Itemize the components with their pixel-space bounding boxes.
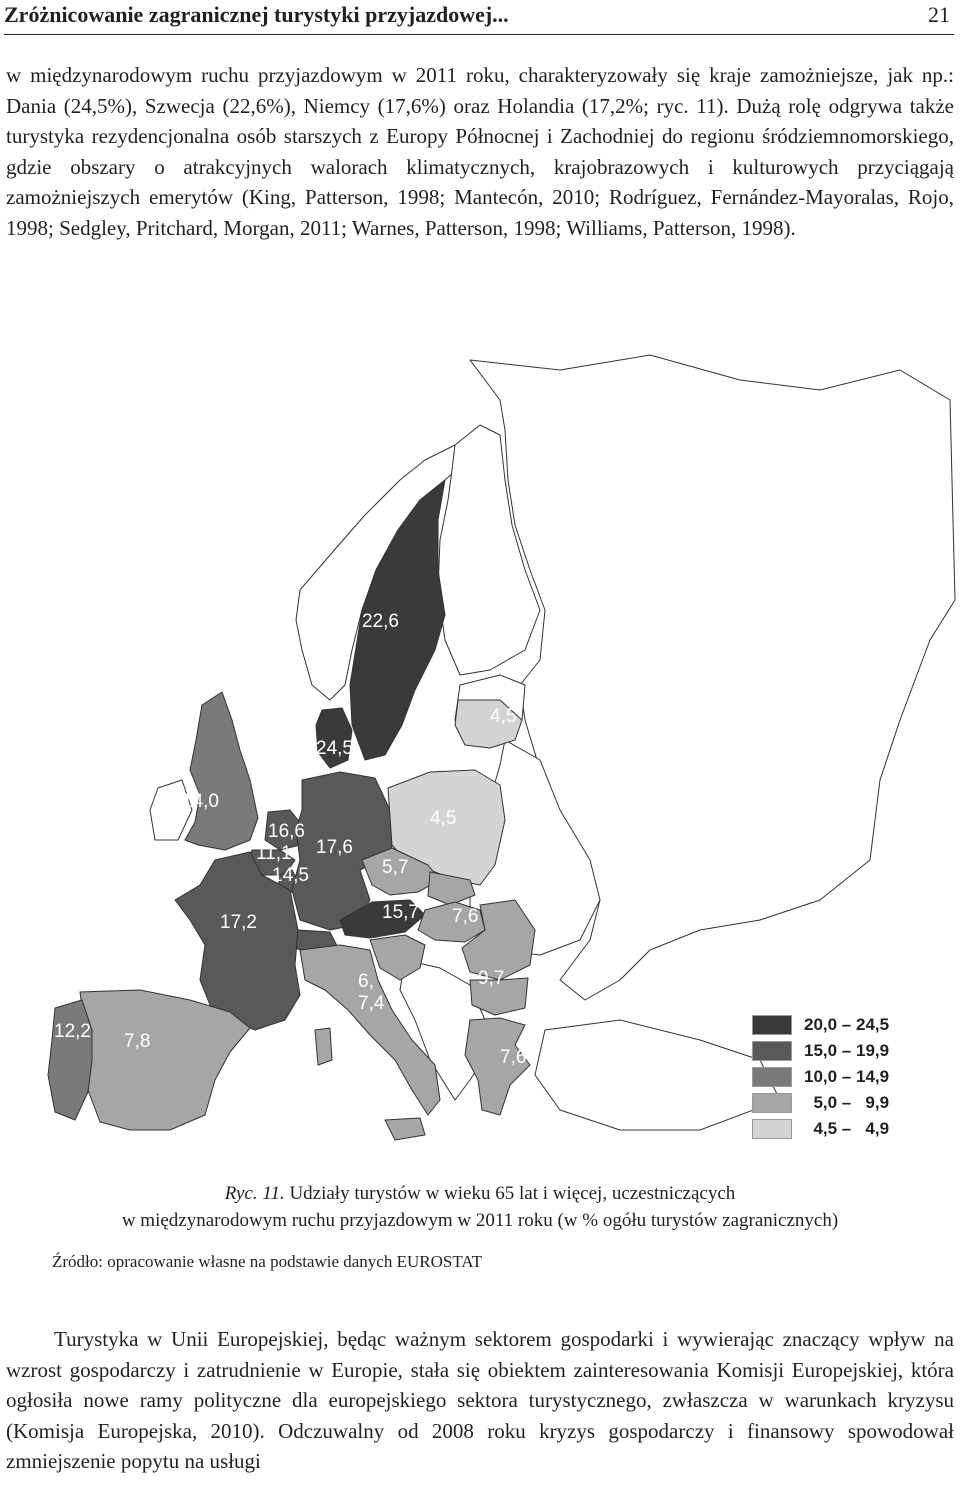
value-label-austria: 15,7	[382, 902, 419, 923]
legend-item	[752, 1090, 952, 1116]
legend-swatch	[752, 1119, 792, 1139]
figure-caption	[0, 1180, 960, 1234]
value-label-luxembourg: 14,5	[272, 865, 309, 886]
legend-swatch	[752, 1067, 792, 1087]
legend-range: 15,0 – 19,9	[804, 1041, 890, 1060]
region-uk	[185, 692, 258, 850]
legend-swatch	[752, 1093, 792, 1113]
legend-swatch	[752, 1015, 792, 1035]
paragraph-top: w międzynarodowym ruchu przyjazdowym w 2011 roku, charakteryzowały się kraje zamożniejsze, jak np.: Dania (24,5%), Szwecja (22,6%), Niemcy (17,6%) oraz Holandia (17,2%; ryc. 11). Dużą rolę odgrywa także turystyka rezydencjonalna osób starszych z Europy Północnej i Zachodniej do regionu śródziemnomorskiego, gdzie obszary o atrakcyjnych walorach klimatycznych, krajobrazowych i kulturowych przyciągają zamożniejszych emerytów (King, Patterson, 1998; Mantecón, 2010; Rodríguez, Fernández-Mayoralas, Rojo, 1998; Sedgley, Pritchard, Morgan, 2011; Warnes, Patterson, 1998; Williams, Patterson, 1998).	[6, 63, 954, 240]
region-turkey	[535, 1020, 780, 1130]
value-label-germany: 17,6	[316, 837, 353, 858]
page-header	[4, 0, 954, 35]
value-label-bulgaria: 9,7	[478, 968, 505, 989]
value-label-slovenia: 6,	[358, 971, 374, 992]
caption-text-2: w międzynarodowym ruchu przyjazdowym w 2011 roku (w % ogółu turystów zagranicznych)	[121, 1210, 839, 1231]
value-label-lithuania: 4,5	[490, 706, 517, 727]
legend-item	[752, 1038, 952, 1064]
legend-range: 4,5 – 4,9	[804, 1119, 890, 1138]
value-label-portugal: 12,2	[54, 1021, 91, 1042]
region-sardinia	[315, 1028, 332, 1065]
value-label-sweden: 22,6	[362, 611, 399, 632]
value-label-netherlands: 16,6	[268, 821, 305, 842]
legend-item	[752, 1116, 952, 1142]
caption-text-1: Udziały turystów w wieku 65 lat i więcej, uczestniczących	[289, 1183, 736, 1204]
caption-line-1	[0, 1180, 960, 1207]
legend-range: 5,0 – 9,9	[804, 1093, 890, 1112]
legend-item	[752, 1012, 952, 1038]
value-label-poland: 4,5	[430, 808, 457, 829]
value-label-spain: 7,8	[124, 1031, 151, 1052]
legend-range: 10,0 – 14,9	[804, 1067, 890, 1086]
value-label-czechia: 5,7	[382, 857, 409, 878]
legend-item	[752, 1064, 952, 1090]
running-title: Zróżnicowanie zagranicznej turystyki przyjazdowej...	[4, 2, 509, 27]
value-label-uk: 14,0	[182, 791, 219, 812]
page-number: 21	[928, 2, 950, 27]
region-sicily	[385, 1118, 425, 1140]
value-label-greece: 7,6	[500, 1047, 527, 1068]
figure-source: Źródło: opracowanie własne na podstawie danych EUROSTAT	[52, 1252, 483, 1271]
map-legend	[752, 1012, 952, 1142]
value-label-italy: 7,4	[358, 993, 385, 1014]
region-portugal	[48, 1000, 92, 1120]
region-spain	[80, 990, 250, 1130]
paragraph-bottom: Turystyka w Unii Europejskiej, będąc ważnym sektorem gospodarki i wywierając znaczący wpływ na wzrost gospodarczy i zatrudnienie w Europie, stała się obiektem zainteresowania Komisji Europejskiej, która ogłosiła nowe ramy polityczne dla europejskiego sektora turystycznego, zwłaszcza w warunkach kryzysu (Komisja Europejska, 2010). Odczuwalny od 2008 roku kryzys gospodarczy i finansowy spowodował zmniejszenie popytu na usługi	[6, 1327, 954, 1473]
caption-label: Ryc. 11.	[224, 1183, 285, 1204]
value-label-france: 17,2	[220, 912, 257, 933]
value-label-hungary: 7,6	[452, 906, 479, 927]
legend-range: 20,0 – 24,5	[804, 1015, 890, 1034]
value-label-denmark: 24,5	[316, 738, 353, 759]
value-label-belgium: 11,1	[256, 843, 292, 864]
legend-swatch	[752, 1041, 792, 1061]
